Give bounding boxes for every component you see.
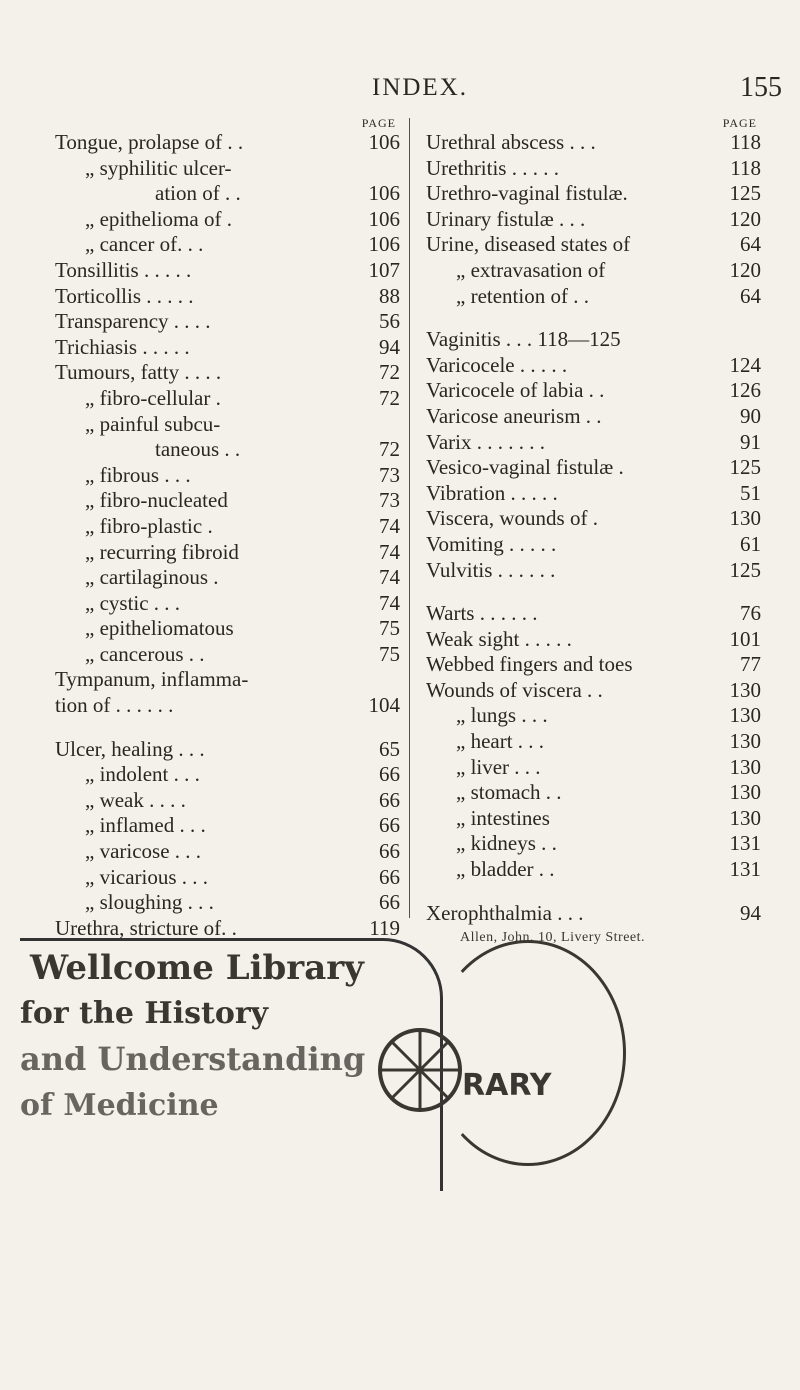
- entry-text: „ retention of . .: [456, 283, 589, 308]
- entry-page-number: 90: [740, 403, 761, 428]
- index-entry: [55, 865, 400, 891]
- entry-text: Urinary fistulæ . . .: [426, 206, 586, 231]
- entry-text: „ varicose . . .: [85, 839, 202, 864]
- stamp-line-3: and Understanding: [20, 1040, 366, 1078]
- entry-page-number: 74: [379, 539, 400, 564]
- index-entry: [426, 678, 761, 704]
- index-entry: [55, 232, 400, 258]
- index-entry: [55, 335, 400, 361]
- entry-text: Tumours, fatty . . . .: [55, 360, 222, 385]
- index-entry: [55, 258, 400, 284]
- stamp-line-4: of Medicine: [20, 1088, 219, 1123]
- entry-page-number: 131: [729, 857, 761, 882]
- entry-page-number: 130: [729, 754, 761, 779]
- index-entry: [426, 806, 761, 832]
- entry-text: „ cancer of. . .: [85, 232, 204, 257]
- entry-page-number: 66: [379, 787, 400, 812]
- entry-page-number: 66: [379, 890, 400, 915]
- entry-text: „ fibrous . . .: [85, 462, 191, 487]
- index-entry: [55, 284, 400, 310]
- index-entry: [426, 430, 761, 456]
- stamp-wheel-icon: [360, 1010, 480, 1130]
- entry-page-number: 64: [740, 283, 761, 308]
- entry-page-number: 130: [729, 677, 761, 702]
- entry-text: Urethritis . . . . .: [426, 155, 559, 180]
- stamp-line-2: for the History: [20, 996, 269, 1031]
- entry-text: „ intestines: [456, 805, 550, 830]
- index-entry: [426, 831, 761, 857]
- entry-page-number: 65: [379, 736, 400, 761]
- entry-page-number: 106: [368, 206, 400, 231]
- index-column-left: [55, 116, 400, 941]
- entry-text: „ cartilaginous .: [85, 565, 219, 590]
- page-number: 155: [740, 72, 782, 103]
- index-entry: [55, 642, 400, 668]
- index-entry: [55, 737, 400, 763]
- entry-text: „ weak . . . .: [85, 787, 186, 812]
- entry-page-number: 125: [729, 455, 761, 480]
- entry-page-number: 130: [729, 506, 761, 531]
- entry-page-number: 106: [368, 181, 400, 206]
- entry-text: Weak sight . . . . .: [426, 626, 572, 651]
- index-entry: [426, 857, 761, 883]
- index-entry: [426, 627, 761, 653]
- entry-text: „ heart . . .: [456, 729, 545, 754]
- entry-list: [426, 130, 761, 926]
- entry-page-number: 94: [740, 900, 761, 925]
- entry-text: „ vicarious . . .: [85, 864, 209, 889]
- stamp-library-word: RARY: [462, 1068, 552, 1103]
- entry-text: ation of . .: [155, 181, 241, 206]
- entry-page-number: 106: [368, 232, 400, 257]
- index-entry: [55, 839, 400, 865]
- index-entry: [426, 780, 761, 806]
- entry-text: „ fibro-nucleated: [85, 488, 228, 513]
- entry-text: Torticollis . . . . .: [55, 283, 194, 308]
- section-gap: [426, 883, 761, 901]
- index-entry: [426, 404, 761, 430]
- entry-text: Tongue, prolapse of . .: [55, 130, 244, 154]
- index-entry: [55, 309, 400, 335]
- entry-page-number: 130: [729, 703, 761, 728]
- entry-page-number: 126: [729, 378, 761, 403]
- entry-page-number: 125: [729, 181, 761, 206]
- entry-text: „ inflamed . . .: [85, 813, 206, 838]
- index-entry: [426, 455, 761, 481]
- index-entry: [426, 258, 761, 284]
- entry-page-number: 66: [379, 839, 400, 864]
- entry-page-number: 61: [740, 531, 761, 556]
- entry-text: „ recurring fibroid: [85, 539, 239, 564]
- entry-page-number: 118: [730, 130, 761, 154]
- entry-text: Vibration . . . . .: [426, 480, 558, 505]
- index-entry: [426, 181, 761, 207]
- index-entry: [55, 616, 400, 642]
- entry-text: Vomiting . . . . .: [426, 531, 557, 556]
- index-entry: [426, 506, 761, 532]
- entry-text: Varicocele . . . . .: [426, 352, 568, 377]
- index-entry: [55, 762, 400, 788]
- index-entry: [426, 156, 761, 182]
- entry-page-number: 101: [729, 626, 761, 651]
- entry-page-number: 74: [379, 513, 400, 538]
- entry-text: „ epitheliomatous: [85, 616, 234, 641]
- index-entry: [426, 207, 761, 233]
- index-entry: [55, 412, 400, 438]
- entry-page-number: 119: [369, 915, 400, 940]
- entry-text: Varicocele of labia . .: [426, 378, 605, 403]
- entry-page-number: 124: [729, 352, 761, 377]
- entry-page-number: 66: [379, 864, 400, 889]
- entry-text: „ indolent . . .: [85, 762, 200, 787]
- stamp-line-1: Wellcome Library: [30, 948, 364, 988]
- entry-page-number: 118: [730, 155, 761, 180]
- entry-page-number: 73: [379, 462, 400, 487]
- library-stamp: [0, 928, 800, 1390]
- index-entry: [55, 181, 400, 207]
- index-entry: [426, 652, 761, 678]
- index-entry: [426, 755, 761, 781]
- entry-text: „ fibro-cellular .: [85, 385, 221, 410]
- page-column-label: PAGE: [722, 116, 757, 130]
- index-entry: [55, 693, 400, 719]
- entry-page-number: 120: [729, 206, 761, 231]
- entry-text: „ bladder . .: [456, 857, 555, 882]
- entry-page-number: 74: [379, 590, 400, 615]
- page-header: [0, 70, 800, 110]
- index-entry: [55, 437, 400, 463]
- section-gap: [55, 719, 400, 737]
- index-entry: [55, 890, 400, 916]
- index-entry: [55, 207, 400, 233]
- entry-page-number: 91: [740, 429, 761, 454]
- index-entry: [426, 729, 761, 755]
- entry-page-number: 74: [379, 565, 400, 590]
- index-entry: [55, 565, 400, 591]
- entry-text: Vulvitis . . . . . .: [426, 557, 556, 582]
- index-entry: [55, 463, 400, 489]
- entry-text: taneous . .: [155, 437, 241, 462]
- entry-page-number: 66: [379, 762, 400, 787]
- index-entry: [426, 353, 761, 379]
- entry-page-number: 56: [379, 309, 400, 334]
- index-entry: [426, 378, 761, 404]
- entry-page-number: 77: [740, 652, 761, 677]
- entry-page-number: 104: [368, 693, 400, 718]
- entry-page-number: 130: [729, 805, 761, 830]
- entry-text: „ extravasation of: [456, 257, 606, 282]
- index-entry: [426, 703, 761, 729]
- entry-text: „ cystic . . .: [85, 590, 181, 615]
- entry-text: „ fibro-plastic .: [85, 513, 213, 538]
- index-entry: [426, 284, 761, 310]
- entry-text: Webbed fingers and toes: [426, 652, 633, 677]
- index-entry: [55, 130, 400, 156]
- index-entry: [55, 813, 400, 839]
- index-entry: [55, 360, 400, 386]
- entry-text: Varix . . . . . . .: [426, 429, 545, 454]
- entry-text: Tonsillitis . . . . .: [55, 257, 192, 282]
- index-entry: [426, 601, 761, 627]
- entry-text: „ stomach . .: [456, 780, 562, 805]
- entry-page-number: 125: [729, 557, 761, 582]
- index-entry: [426, 327, 761, 353]
- entry-text: „ lungs . . .: [456, 703, 548, 728]
- index-entry: [426, 532, 761, 558]
- index-entry: [426, 130, 761, 156]
- index-column-right: [426, 116, 761, 926]
- entry-text: Vaginitis . . . 118—125: [426, 327, 621, 352]
- entry-page-number: 88: [379, 283, 400, 308]
- index-entry: [426, 901, 761, 927]
- entry-text: „ syphilitic ulcer-: [85, 155, 232, 180]
- entry-page-number: 72: [379, 360, 400, 385]
- entry-text: Ulcer, healing . . .: [55, 736, 205, 761]
- entry-text: Urethra, stricture of. .: [55, 915, 237, 940]
- entry-text: „ sloughing . . .: [85, 890, 214, 915]
- index-entry: [426, 558, 761, 584]
- entry-page-number: 73: [379, 488, 400, 513]
- entry-text: „ liver . . .: [456, 754, 541, 779]
- index-entry: [55, 788, 400, 814]
- entry-text: „ epithelioma of .: [85, 206, 232, 231]
- index-entry: [55, 540, 400, 566]
- index-entry: [55, 488, 400, 514]
- entry-page-number: 51: [740, 480, 761, 505]
- entry-page-number: 72: [379, 437, 400, 462]
- entry-text: Vesico-vaginal fistulæ .: [426, 455, 624, 480]
- entry-text: Transparency . . . .: [55, 309, 211, 334]
- entry-page-number: 94: [379, 334, 400, 359]
- index-entry: [426, 232, 761, 258]
- entry-text: Tympanum, inflamma-: [55, 667, 249, 692]
- entry-text: „ painful subcu-: [85, 411, 221, 436]
- index-entry: [55, 667, 400, 693]
- index-entry: [55, 156, 400, 182]
- entry-text: tion of . . . . . .: [55, 693, 174, 718]
- index-entry: [55, 514, 400, 540]
- entry-page-number: 130: [729, 780, 761, 805]
- entry-page-number: 72: [379, 385, 400, 410]
- entry-text: Urethro-vaginal fistulæ.: [426, 181, 628, 206]
- entry-text: „ cancerous . .: [85, 641, 205, 666]
- section-gap: [426, 583, 761, 601]
- entry-page-number: 130: [729, 729, 761, 754]
- index-entry: [55, 386, 400, 412]
- entry-page-number: 64: [740, 232, 761, 257]
- entry-text: Xerophthalmia . . .: [426, 900, 584, 925]
- entry-text: Viscera, wounds of .: [426, 506, 598, 531]
- column-divider: [409, 118, 410, 918]
- page-title: INDEX.: [372, 74, 469, 101]
- entry-list: [55, 130, 400, 941]
- entry-page-number: 66: [379, 813, 400, 838]
- entry-page-number: 75: [379, 641, 400, 666]
- entry-page-number: 120: [729, 257, 761, 282]
- index-entry: [426, 481, 761, 507]
- entry-page-number: 106: [368, 130, 400, 154]
- section-gap: [426, 309, 761, 327]
- entry-page-number: 131: [729, 831, 761, 856]
- index-entry: [55, 591, 400, 617]
- page-column-label: PAGE: [361, 116, 396, 130]
- entry-page-number: 76: [740, 601, 761, 626]
- entry-text: Urethral abscess . . .: [426, 130, 596, 154]
- entry-text: Varicose aneurism . .: [426, 403, 602, 428]
- entry-text: Wounds of viscera . .: [426, 677, 603, 702]
- entry-text: Warts . . . . . .: [426, 601, 538, 626]
- entry-page-number: 75: [379, 616, 400, 641]
- entry-text: Trichiasis . . . . .: [55, 334, 190, 359]
- entry-text: Urine, diseased states of: [426, 232, 631, 257]
- entry-text: „ kidneys . .: [456, 831, 557, 856]
- entry-page-number: 107: [368, 257, 400, 282]
- printer-imprint: Allen, John, 10, Livery Street.: [460, 930, 646, 945]
